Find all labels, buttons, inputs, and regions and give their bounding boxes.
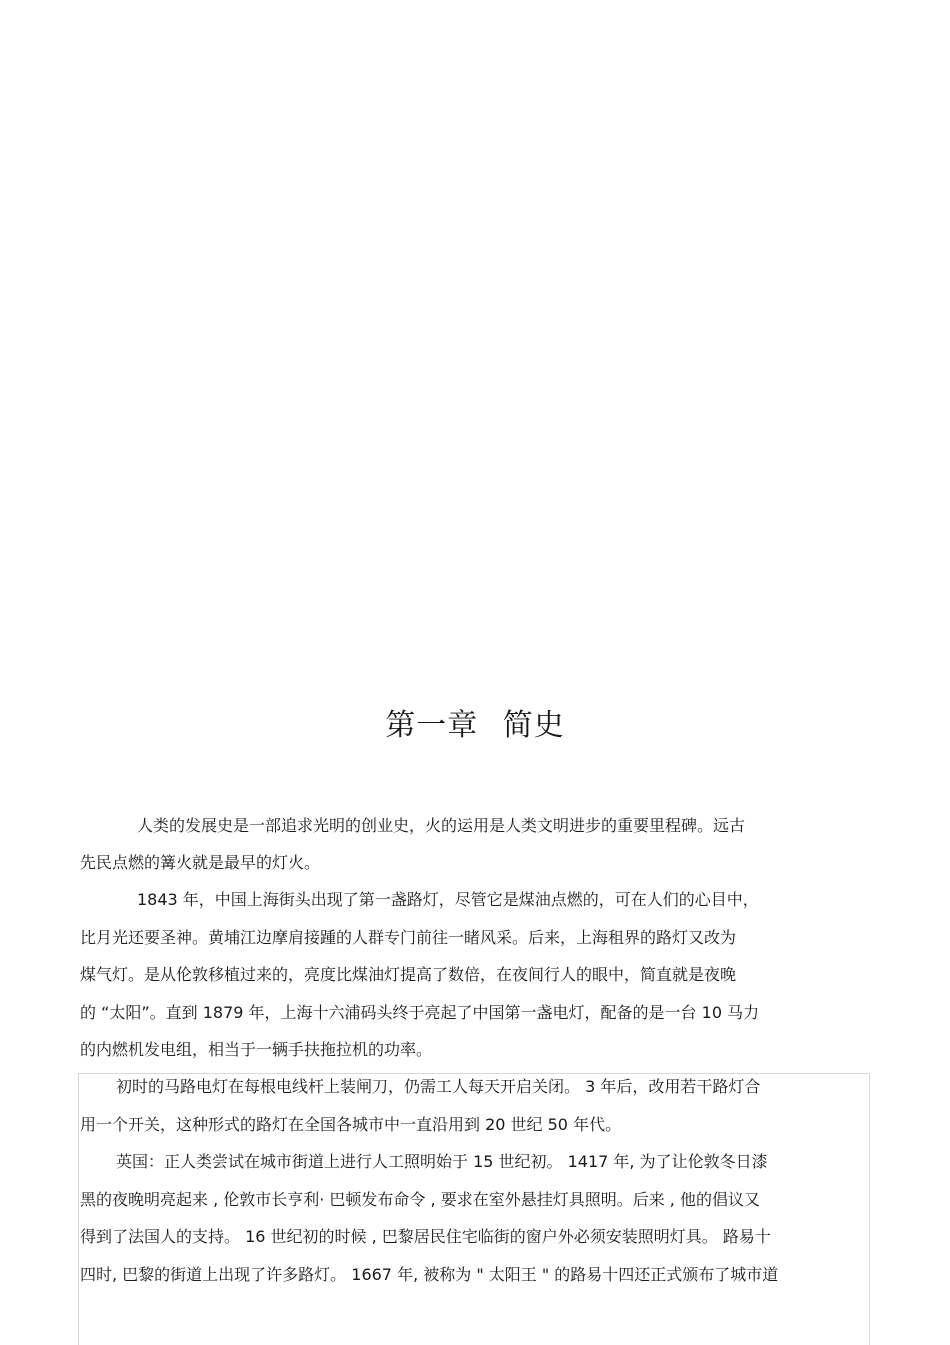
paragraph-line: 的内燃机发电组，相当于一辆手扶拖拉机的功率。: [80, 1040, 433, 1059]
paragraph-line: 得到了法国人的支持。 16 世纪初的时候 , 巴黎居民住宅临街的窗户外必须安装照明灯具。 路易十: [80, 1227, 771, 1246]
paragraph-line: 比月光还要圣神。黄埔江边摩肩接踵的人群专门前往一睹风采。后来，上海租界的路灯又改为: [80, 928, 737, 947]
paragraph-line: 煤气灯。是从伦敦移植过来的，亮度比煤油灯提高了数倍，在夜间行人的眼中，简直就是夜晚: [80, 965, 737, 984]
paragraph-line: 四时, 巴黎的街道上出现了许多路灯。 1667 年, 被称为 " 太阳王 " 的路易十四还正式颁布了城市道: [80, 1265, 779, 1284]
paragraph-line: 黑的夜晚明亮起来 , 伦敦市长亨利· 巴顿发布命令 , 要求在室外悬挂灯具照明。后来 , 他的倡议又: [80, 1190, 760, 1209]
paragraph-line: 人类的发展史是一部追求光明的创业史，火的运用是人类文明进步的重要里程碑。远古: [137, 816, 746, 835]
paragraph-line: 先民点燃的篝火就是最早的灯火。: [80, 853, 321, 872]
chapter-title: 第一章 简史: [385, 708, 565, 743]
paragraph-line: 用一个开关，这种形式的路灯在全国各城市中一直沿用到 20 世纪 50 年代。: [80, 1115, 622, 1134]
paragraph-line: 初时的马路电灯在每根电线杆上装闸刀，仍需工人每天开启关闭。 3 年后，改用若干路灯合: [116, 1077, 761, 1096]
paragraph-line: 1843 年，中国上海街头出现了第一盏路灯，尽管它是煤油点燃的，可在人们的心目中，: [137, 890, 759, 909]
paragraph-line: 的 “太阳”。直到 1879 年，上海十六浦码头终于亮起了中国第一盏电灯，配备的是一台 10 马力: [80, 1003, 760, 1022]
paragraph-line: 英国：正人类尝试在城市街道上进行人工照明始于 15 世纪初。 1417 年, 为了让伦敦冬日漆: [116, 1152, 768, 1171]
